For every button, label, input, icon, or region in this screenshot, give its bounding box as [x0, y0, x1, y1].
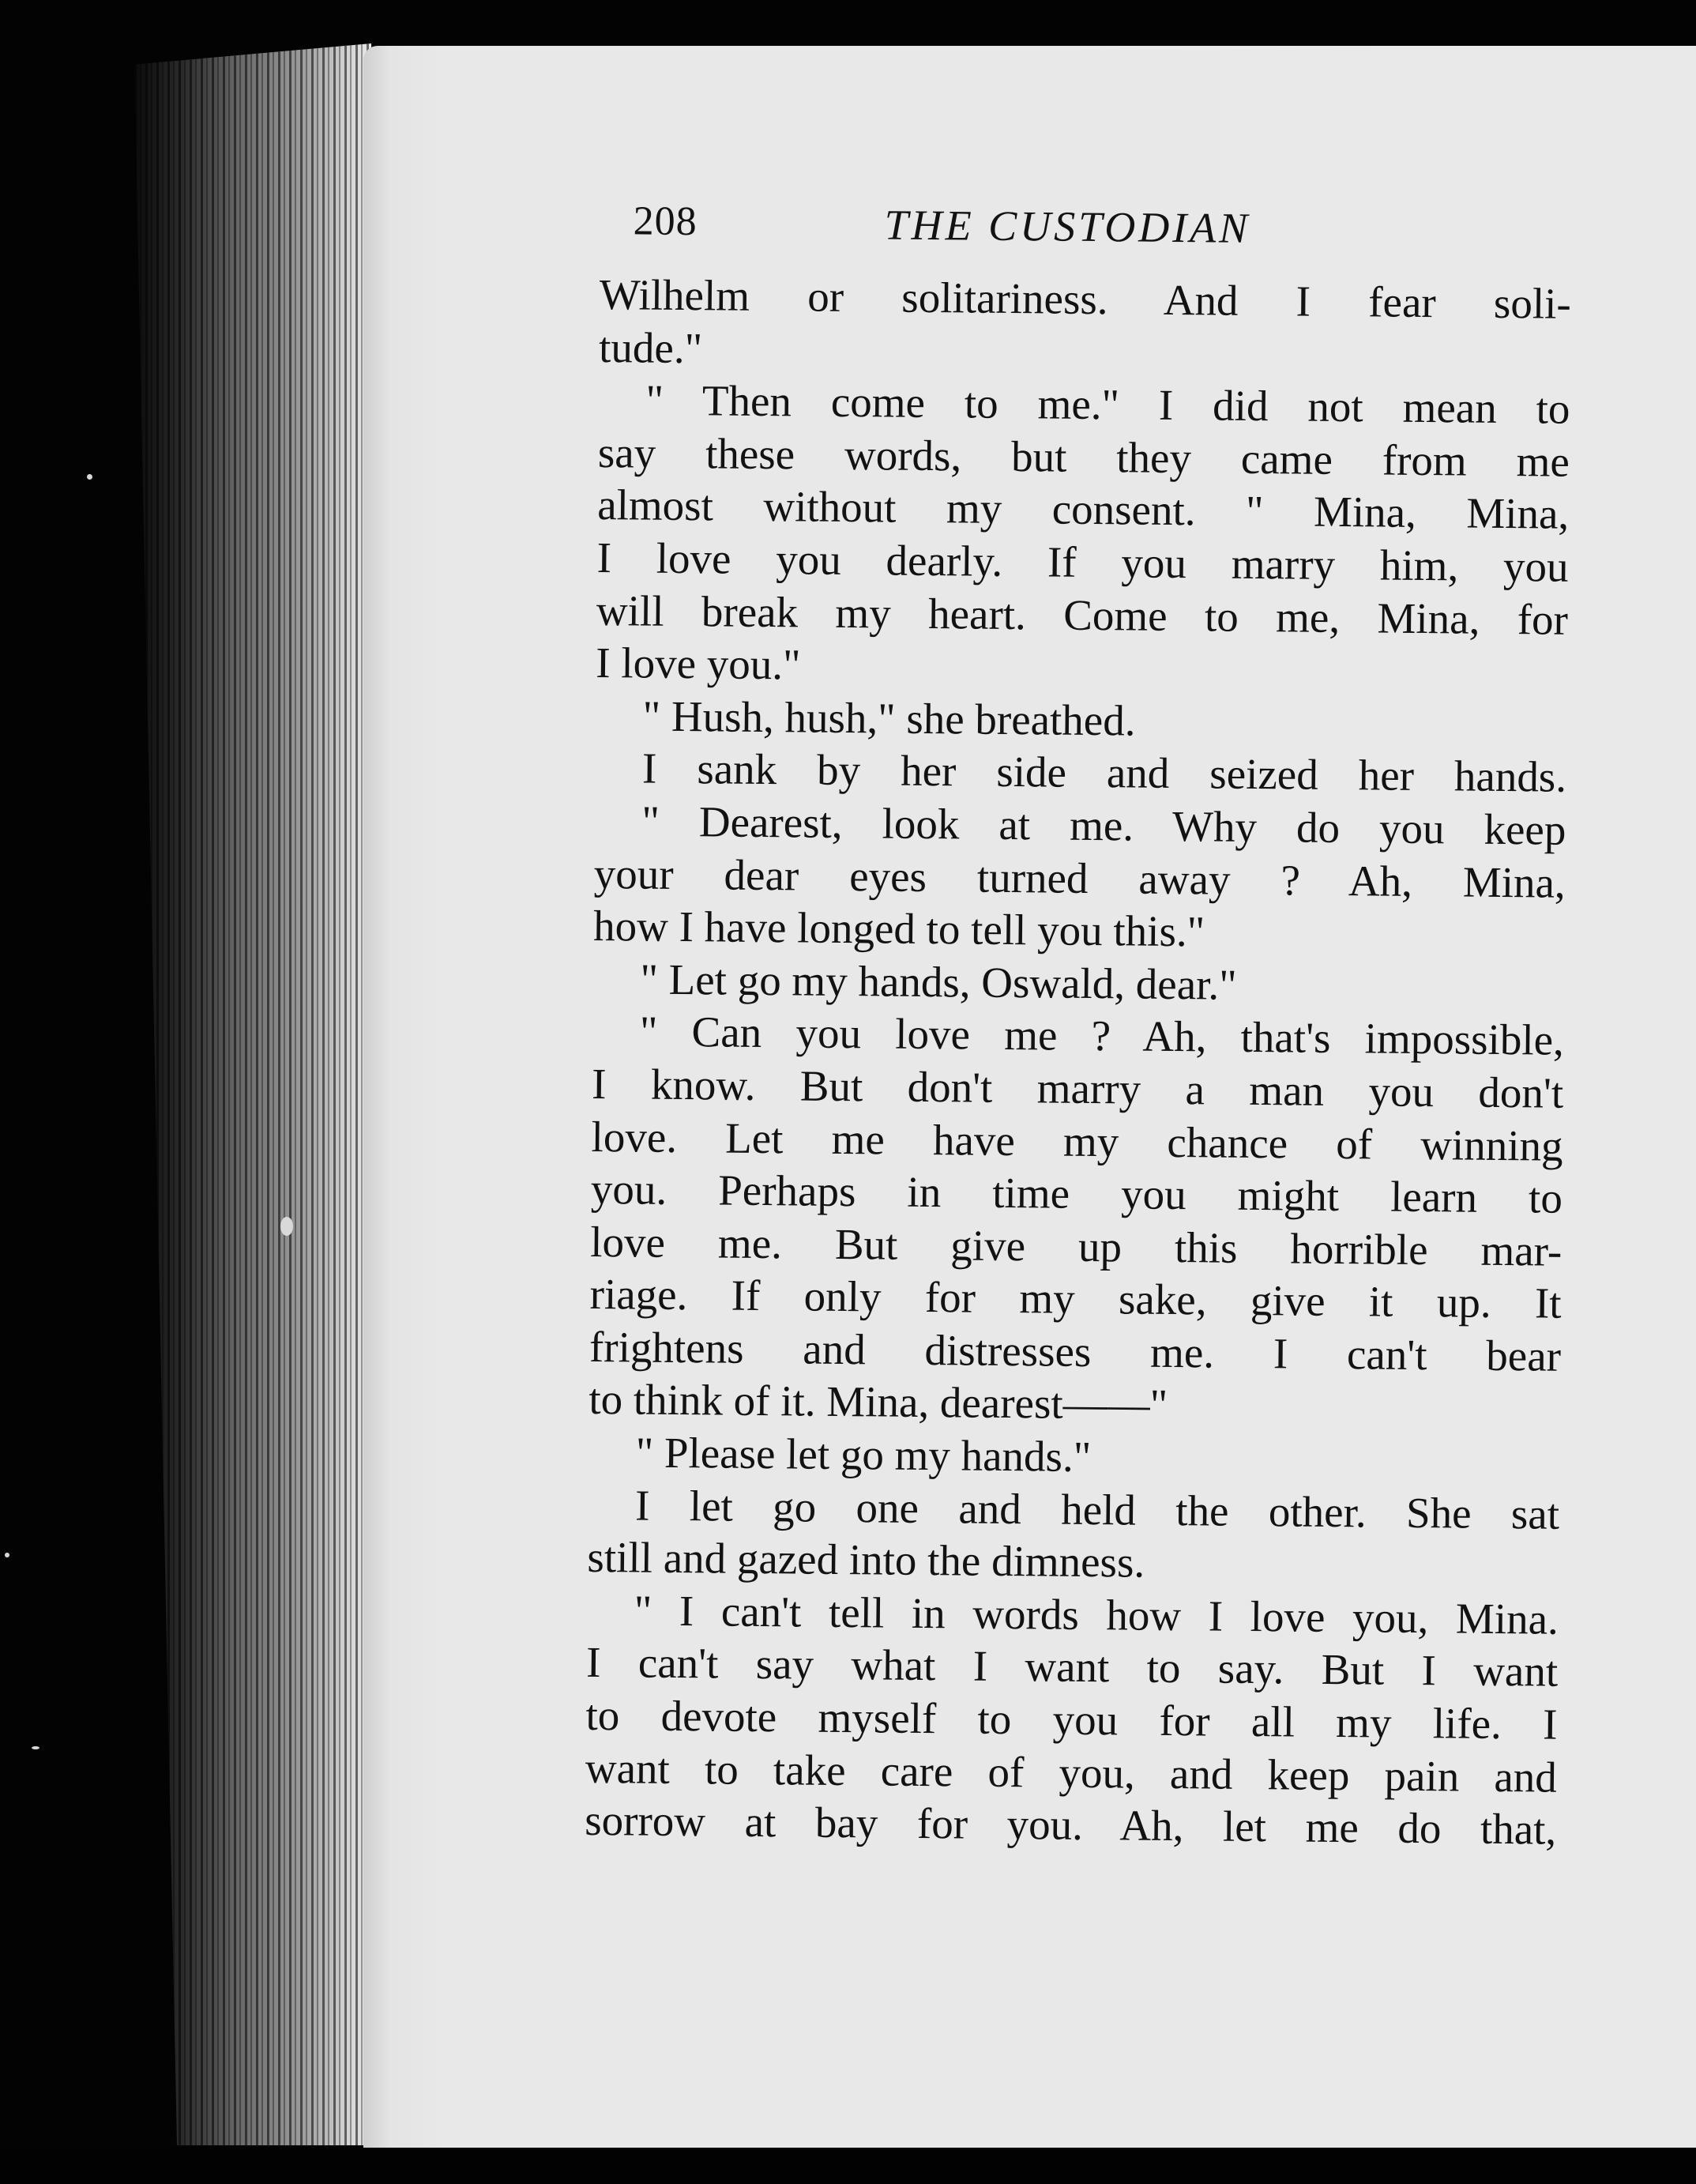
running-head	[600, 198, 1572, 278]
text-line: frightens and distresses me. I can't bear	[589, 1322, 1562, 1380]
text-line: I sank by her side and seized her hands.	[641, 744, 1567, 802]
running-title: THE CUSTODIAN	[884, 201, 1251, 252]
text-line: to devote myself to you for all my life. I	[585, 1690, 1558, 1749]
dust-speck	[32, 1746, 39, 1749]
text-line: " Then come to me." I did not mean to	[645, 375, 1570, 433]
scan-bottom-border	[0, 2148, 1696, 2184]
text-line: tude."	[598, 322, 703, 372]
text-line: " Can you love me ? Ah, that's impossible,	[639, 1007, 1565, 1065]
text-line: how I have longed to tell you this."	[592, 902, 1205, 956]
text-line: I love you dearly. If you marry him, you	[596, 533, 1569, 591]
text-line: I can't say what I want to say. But I want	[585, 1638, 1559, 1696]
text-line: to think of it. Mina, dearest——"	[589, 1375, 1168, 1429]
text-line: still and gazed into the dimness.	[587, 1533, 1145, 1587]
text-line: say these words, but they came from me	[597, 427, 1570, 486]
text-line: " I can't tell in words how I love you, Mina.	[634, 1586, 1559, 1644]
body-text	[585, 269, 1571, 1857]
text-line: want to take care of you, and keep pain and	[585, 1743, 1558, 1802]
dust-speck	[87, 474, 92, 480]
text-line: your dear eyes turned away ? Ah, Mina,	[593, 849, 1566, 907]
text-line: Wilhelm or solitariness. And I fear soli-	[599, 269, 1572, 328]
text-line: you. Perhaps in time you might learn to	[590, 1165, 1563, 1222]
text-line: I let go one and held the other. She sat	[634, 1481, 1560, 1538]
page-text	[585, 198, 1572, 1857]
text-line: will break my heart. Come to me, Mina, for	[596, 586, 1569, 644]
text-line: " Dearest, look at me. Why do you keep	[641, 796, 1566, 854]
text-line: love. Let me have my chance of winning	[591, 1112, 1563, 1170]
dust-speck	[5, 1553, 9, 1557]
text-line: " Let go my hands, Oswald, dear."	[640, 955, 1237, 1009]
page-number: 208	[633, 198, 698, 245]
text-line: " Hush, hush," she breathed.	[642, 691, 1136, 745]
text-line: I know. But don't marry a man you don't	[591, 1059, 1564, 1117]
text-line: love me. But give up this horrible mar-	[590, 1217, 1563, 1275]
dust-speck	[280, 1217, 293, 1236]
text-line: I love you."	[596, 638, 801, 689]
text-line: " Please let go my hands."	[635, 1428, 1092, 1482]
text-line: sorrow at bay for you. Ah, let me do that,	[584, 1796, 1557, 1854]
text-line: riage. If only for my sake, give it up. It	[589, 1270, 1562, 1328]
text-line: almost without my consent. " Mina, Mina,	[596, 480, 1570, 539]
